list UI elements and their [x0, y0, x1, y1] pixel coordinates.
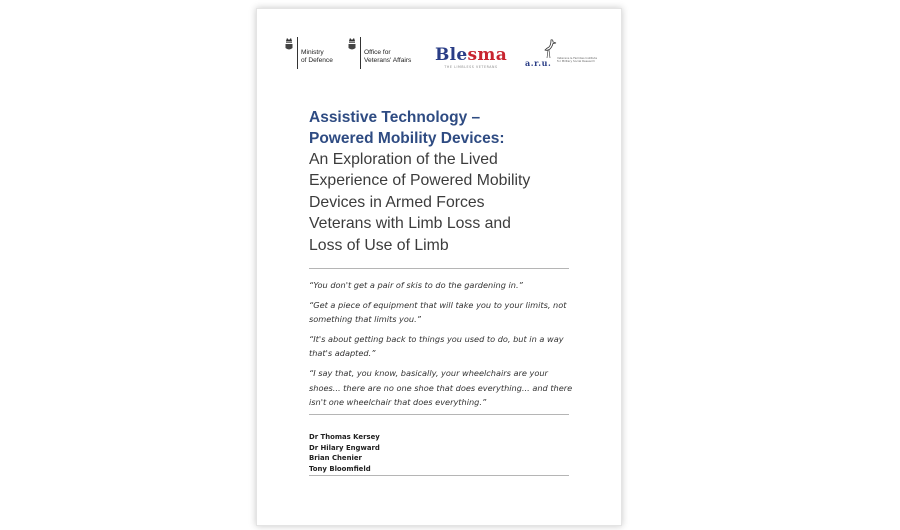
royal-crest-icon	[347, 37, 357, 67]
aru-subtitle: Veterans & Families Institute for Military Social Research	[557, 56, 598, 64]
office-for-veterans-affairs-logo	[347, 37, 411, 69]
authors-list	[309, 432, 380, 474]
author-name: Tony Bloomfield	[309, 464, 371, 473]
title-line-2: Powered Mobility Devices:	[309, 130, 505, 147]
aru-logo	[525, 39, 605, 73]
divider	[309, 414, 569, 415]
mod-logo-line2: of Defence	[301, 57, 333, 64]
blesma-logo	[435, 47, 507, 69]
blesma-name-part1: Ble	[435, 45, 468, 65]
author-name: Dr Hilary Engward	[309, 443, 380, 452]
author-name: Dr Thomas Kersey	[309, 433, 380, 441]
subtitle-line: Experience of Powered Mobility	[309, 172, 531, 190]
logo-divider	[360, 37, 361, 69]
author-name: Brian Chenier	[309, 454, 362, 462]
blesma-tagline: THE LIMBLESS VETERANS	[444, 65, 498, 69]
quote: “You don't get a pair of skis to do the gardening in.”	[309, 280, 523, 290]
ova-logo-line1: Office for	[364, 49, 391, 56]
logo-divider	[297, 37, 298, 69]
quote: “Get a piece of equipment that will take you to your limits, not something that limits you.”	[309, 299, 567, 325]
aru-name: a.r.u.	[525, 58, 552, 68]
report-title	[309, 107, 599, 256]
royal-crest-icon	[284, 37, 294, 67]
report-cover-page	[256, 8, 622, 526]
ova-logo-line2: Veterans' Affairs	[364, 57, 412, 64]
subtitle-line: Loss of Use of Limb	[309, 236, 449, 254]
mod-logo-line1: Ministry	[301, 49, 324, 56]
divider	[309, 268, 569, 269]
subtitle-line: Devices in Armed Forces	[309, 193, 485, 211]
subtitle-line: Veterans with Limb Loss and	[309, 215, 511, 233]
quotes-section	[309, 278, 573, 415]
divider	[309, 475, 569, 476]
blesma-name-part2: sma	[467, 45, 508, 65]
ministry-of-defence-logo	[284, 37, 333, 69]
title-line-1: Assistive Technology –	[309, 109, 481, 126]
quote: “It's about getting back to things you used to do, but in a way that's adapted.”	[309, 333, 564, 359]
quote: “I say that, you know, basically, your wheelchairs are your shoes... there are no one shoe that does everything... and there isn't one wheelchair that does everything.”	[309, 367, 573, 408]
subtitle-line: An Exploration of the Lived	[309, 151, 498, 168]
